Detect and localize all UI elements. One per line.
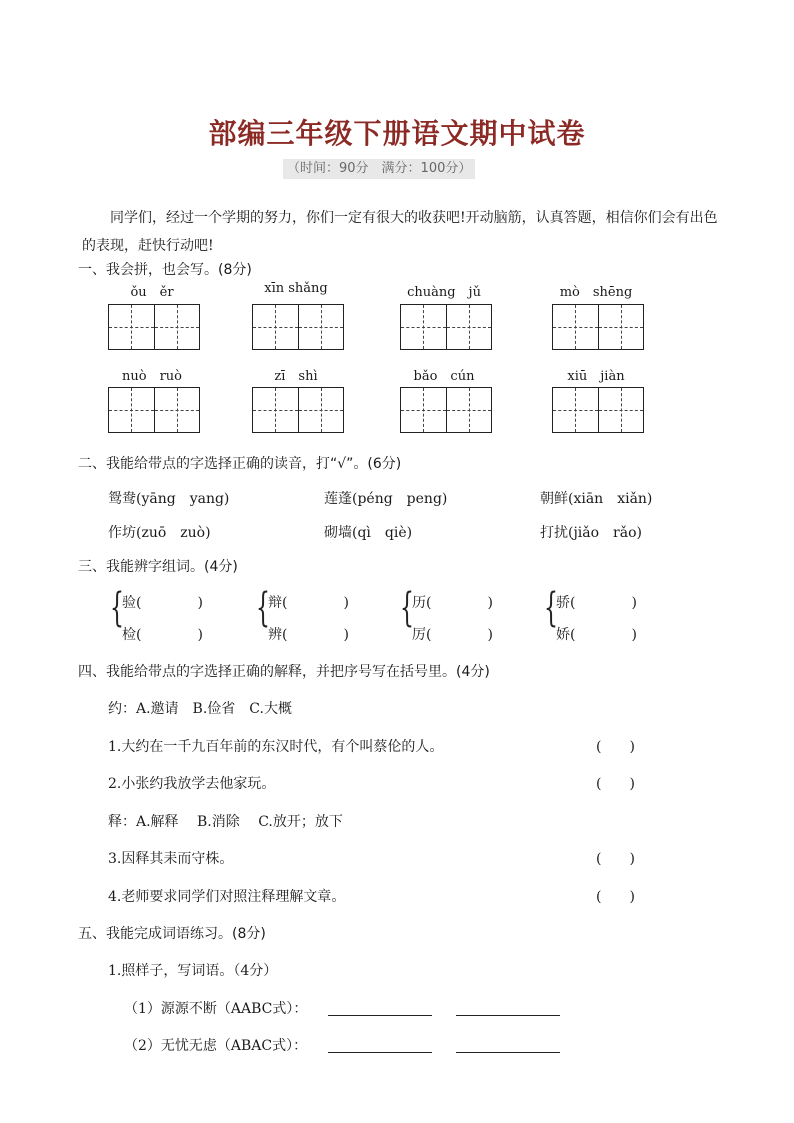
tianzige-box[interactable] bbox=[400, 304, 492, 350]
pinyin-label: chuàng jǔ bbox=[407, 285, 481, 300]
answer-paren[interactable]: ( ) bbox=[596, 776, 635, 792]
exercise-prompt: （1）源源不断（AABC式）： bbox=[124, 1001, 308, 1017]
word-blank[interactable]: 辩( ) bbox=[268, 595, 349, 611]
reading-option[interactable]: 莲蓬(péng peng) bbox=[324, 491, 448, 507]
word-blank[interactable]: 娇( ) bbox=[556, 627, 637, 643]
word-blank[interactable]: 辨( ) bbox=[268, 627, 349, 643]
pinyin-label: mò shēng bbox=[559, 285, 633, 300]
tianzige-box[interactable] bbox=[252, 304, 344, 350]
definition-options: 约：A.邀请 B.俭省 C.大概 bbox=[108, 701, 292, 717]
word-blank[interactable]: 骄( ) bbox=[556, 595, 637, 611]
subquestion-title: 1.照样子，写词语。（4分） bbox=[108, 963, 278, 979]
answer-line[interactable] bbox=[456, 1051, 560, 1053]
word-blank[interactable]: 验( ) bbox=[122, 595, 203, 611]
tianzige-box[interactable] bbox=[400, 387, 492, 433]
section2-heading: 二、我能给带点的字选择正确的读音，打“√”。(6分) bbox=[78, 456, 402, 472]
tianzige-box[interactable] bbox=[108, 304, 200, 350]
tianzige-box[interactable] bbox=[108, 387, 200, 433]
answer-paren[interactable]: ( ) bbox=[596, 851, 635, 867]
question-text: 2.小张约我放学去他家玩。 bbox=[108, 776, 276, 792]
question-text: 4.老师要求同学们对照注释理解文章。 bbox=[108, 889, 346, 905]
word-blank[interactable]: 检( ) bbox=[122, 627, 203, 643]
section1-heading: 一、我会拼，也会写。(8分) bbox=[78, 262, 252, 278]
reading-option[interactable]: 砌墙(qì qiè) bbox=[324, 525, 413, 541]
pinyin-label: nuò ruò bbox=[122, 369, 182, 384]
pinyin-label: bǎo cún bbox=[413, 369, 475, 384]
brace-icon: { bbox=[544, 585, 558, 631]
tianzige-box[interactable] bbox=[252, 387, 344, 433]
reading-option[interactable]: 鸳鸯(yāng yang) bbox=[108, 491, 230, 507]
question-text: 1.大约在一千九百年前的东汉时代，有个叫蔡伦的人。 bbox=[108, 739, 444, 755]
exam-info: （时间：90分 满分：100分） bbox=[283, 159, 475, 179]
pinyin-label: zī shì bbox=[274, 369, 318, 384]
brace-icon: { bbox=[110, 585, 124, 631]
intro-paragraph: 同学们，经过一个学期的努力，你们一定有很大的收获吧!开动脑筋，认真答题，相信你们会有出色的表现，赶快行动吧! bbox=[82, 210, 718, 254]
exercise-prompt: （2）无忧无虑（ABAC式）： bbox=[124, 1038, 308, 1054]
word-blank[interactable]: 历( ) bbox=[412, 595, 493, 611]
answer-line[interactable] bbox=[456, 1014, 560, 1016]
pinyin-label: ǒu ěr bbox=[130, 285, 174, 300]
reading-option[interactable]: 作坊(zuō zuò) bbox=[108, 525, 211, 541]
question-text: 3.因释其耒而守株。 bbox=[108, 851, 234, 867]
tianzige-box[interactable] bbox=[552, 304, 644, 350]
section5-heading: 五、我能完成词语练习。(8分) bbox=[78, 926, 266, 942]
tianzige-box[interactable] bbox=[552, 387, 644, 433]
section3-heading: 三、我能辨字组词。(4分) bbox=[78, 559, 238, 575]
section4-heading: 四、我能给带点的字选择正确的解释，并把序号写在括号里。(4分) bbox=[78, 664, 490, 680]
reading-option[interactable]: 朝鲜(xiān xiǎn) bbox=[540, 491, 653, 507]
definition-options: 释：A.解释 B.消除 C.放开；放下 bbox=[108, 814, 343, 830]
brace-icon: { bbox=[256, 585, 270, 631]
reading-option[interactable]: 打扰(jiǎo rǎo) bbox=[540, 525, 642, 541]
pinyin-label: xiū jiàn bbox=[567, 369, 625, 384]
brace-icon: { bbox=[400, 585, 414, 631]
answer-line[interactable] bbox=[328, 1051, 432, 1053]
answer-paren[interactable]: ( ) bbox=[596, 889, 635, 905]
page-title: 部编三年级下册语文期中试卷 bbox=[208, 117, 586, 150]
word-blank[interactable]: 厉( ) bbox=[412, 627, 493, 643]
pinyin-label: xīn shǎng bbox=[264, 281, 328, 296]
answer-paren[interactable]: ( ) bbox=[596, 739, 635, 755]
answer-line[interactable] bbox=[328, 1014, 432, 1016]
